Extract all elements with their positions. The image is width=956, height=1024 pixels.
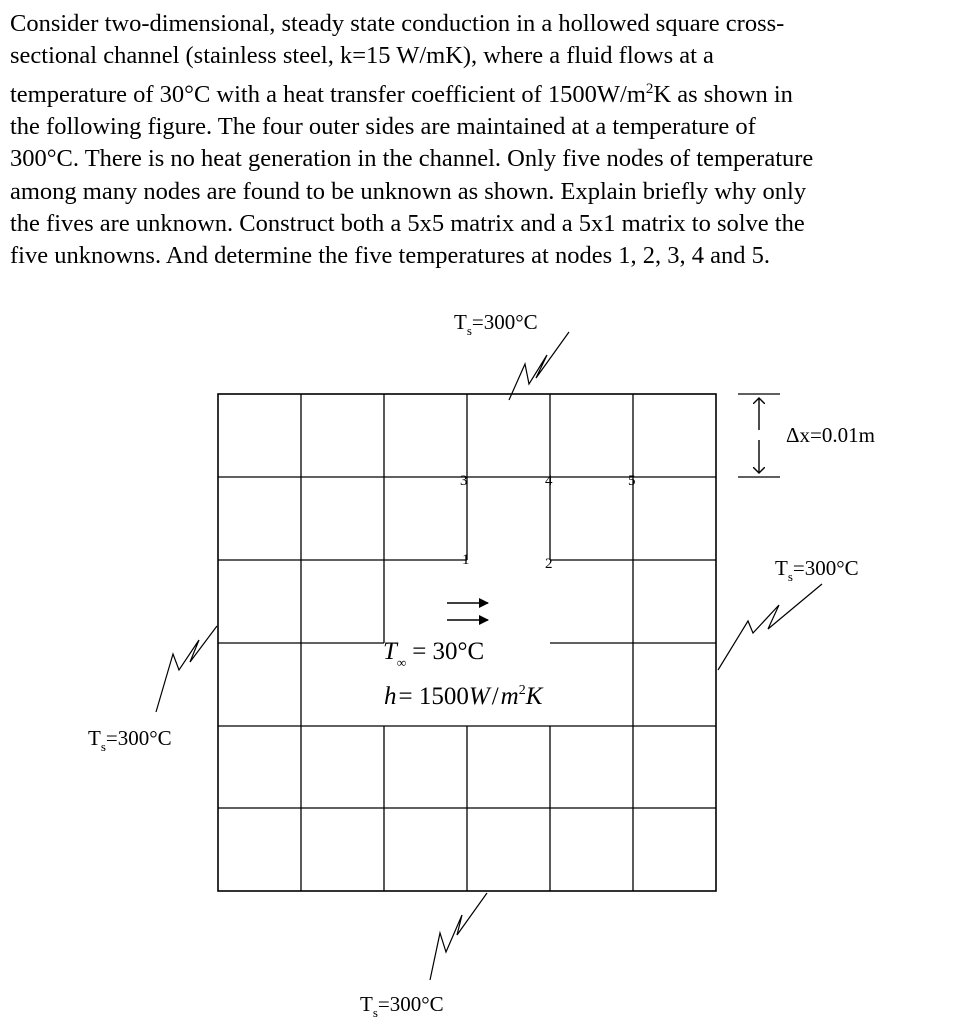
node-2-label: 2 bbox=[545, 556, 553, 572]
problem-line-1: Consider two-dimensional, steady state conduction in a hollowed square cross- bbox=[10, 10, 785, 37]
problem-line-4: the following figure. The four outer sides are maintained at a temperature of bbox=[10, 113, 756, 141]
top-surface-temp: $T_s=300^\circ C$ bbox=[454, 310, 538, 338]
heat-transfer-coefficient: $h= 1500W/m^2K$ bbox=[384, 683, 543, 710]
node-1-label: 1 bbox=[462, 552, 470, 568]
superscript-2: 2 bbox=[645, 80, 654, 97]
problem-line-2: sectional channel (stainless steel, k=15 W/mK), where a fluid flows at a bbox=[10, 42, 714, 70]
top-leader-squiggle bbox=[509, 332, 569, 400]
spacing-dimension bbox=[738, 394, 780, 477]
bottom-surface-temp: $T_s=300^\circ C$ bbox=[360, 992, 444, 1020]
node-4-label: 4 bbox=[545, 473, 553, 489]
problem-line-3-text: temperature of 30°C with a heat transfer coefficient of 1500W/m bbox=[10, 80, 646, 108]
problem-line-3-tail: K as shown in bbox=[653, 80, 793, 108]
node-3-label: 3 bbox=[460, 473, 468, 489]
bottom-leader-squiggle bbox=[430, 893, 487, 980]
spacing-label: Δx=0.01m bbox=[786, 423, 875, 447]
right-leader-squiggle bbox=[718, 584, 822, 670]
problem-line-5: 300°C. There is no heat generation in the channel. Only five nodes of temperature bbox=[10, 145, 814, 173]
right-surface-temp: $T_s=300^\circ C$ bbox=[775, 556, 859, 584]
left-leader-squiggle bbox=[156, 626, 217, 712]
problem-line-7: the fives are unknown. Construct both a 5x5 matrix and a 5x1 matrix to solve the bbox=[10, 209, 805, 237]
problem-line-8: five unknowns. And determine the five temperatures at nodes 1, 2, 3, 4 and 5. bbox=[10, 242, 770, 270]
fluid-temperature: $T_\infty = 30^\circ C$ bbox=[383, 638, 485, 670]
node-5-label: 5 bbox=[628, 473, 636, 489]
left-surface-temp: $T_s=300^\circ C$ bbox=[88, 726, 172, 754]
problem-line-6: among many nodes are found to be unknown as shown. Explain briefly why only bbox=[10, 177, 807, 205]
